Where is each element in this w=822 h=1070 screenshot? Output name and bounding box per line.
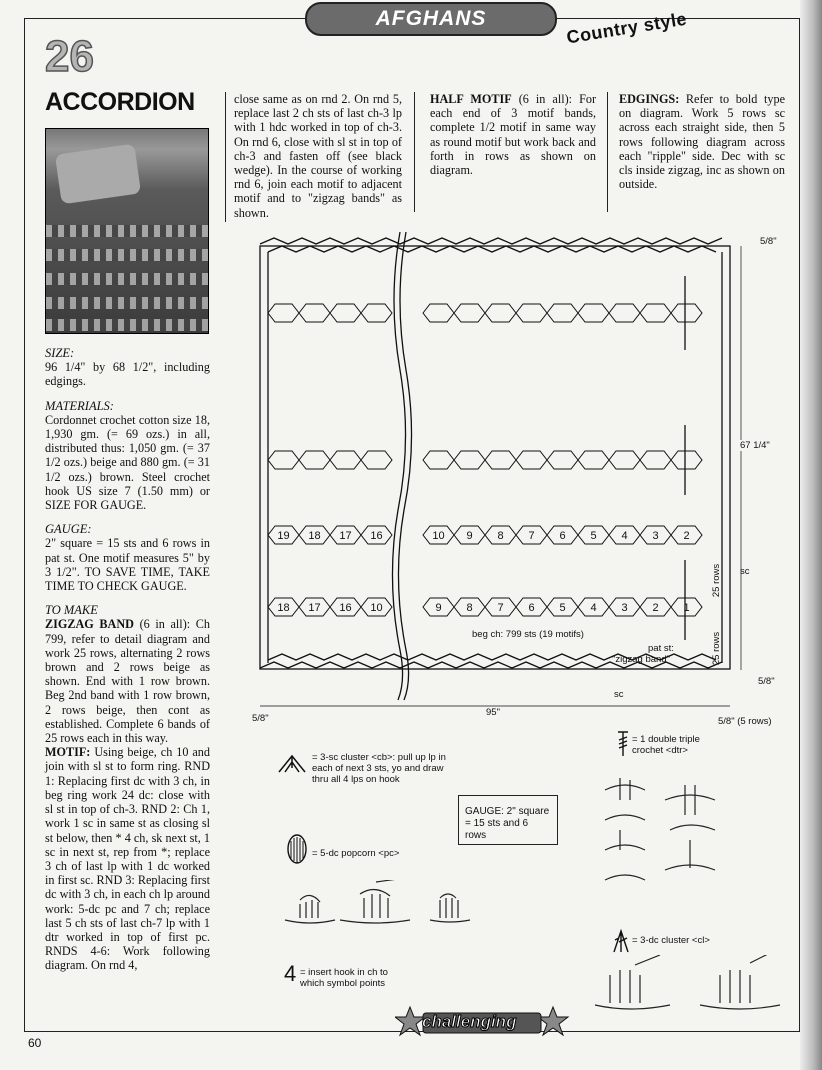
tagline: Country style: [565, 8, 689, 48]
motif-hexagon: [640, 304, 671, 322]
legend-sc3: = 3-sc cluster <cb>: pull up lp in each of next 3 sts, yo and draw thru all 4 lps on hook: [312, 752, 446, 785]
zigzag-top-inner: [268, 246, 716, 252]
motif-hexagon: [485, 451, 516, 469]
motif-number: 17: [308, 602, 321, 614]
motif-number: 7: [528, 530, 535, 542]
popcorn-illustration: [280, 880, 480, 930]
motif-number: 1: [683, 602, 690, 614]
legend-insert: = insert hook in ch to which symbol points: [300, 967, 388, 989]
motif-number: 2: [683, 530, 690, 542]
motif-number: 4: [590, 602, 597, 614]
motif-number: 16: [370, 530, 383, 542]
pat-st-label: pat st:: [648, 643, 674, 654]
motif-label: MOTIF:: [45, 745, 91, 760]
dim-bottom: 5/8": [758, 676, 775, 687]
motif-number: 10: [370, 602, 383, 614]
dc3-illustration: [590, 955, 790, 1015]
motif-hexagon: [454, 304, 485, 322]
motif-number: 8: [466, 602, 473, 614]
half-motif-label: HALF MOTIF: [430, 92, 512, 106]
motif-number: 18: [277, 602, 290, 614]
popcorn-symbol: [286, 833, 308, 867]
motif-hexagon: [609, 451, 640, 469]
dim-width: 95": [486, 707, 500, 718]
dim-left: 5/8": [252, 713, 269, 724]
dim-right: 5/8" (5 rows): [718, 716, 772, 727]
motif-number: 16: [339, 602, 352, 614]
motif-number: 6: [528, 602, 535, 614]
gauge-box: GAUGE: 2" square = 15 sts and 6 rows: [458, 795, 558, 845]
motif-number: 8: [497, 530, 504, 542]
sc-bottom-label: sc: [614, 689, 624, 700]
motif-hexagon: [361, 304, 392, 322]
motif-hexagon: [640, 451, 671, 469]
dim-25rows-b: 25 rows: [711, 631, 723, 666]
motif-hexagon: [516, 451, 547, 469]
motif-number: 9: [435, 602, 442, 614]
insert-symbol: 4: [284, 961, 297, 986]
difficulty-label: challenging: [422, 1012, 517, 1031]
legend-dtr: = 1 double triple crochet <dtr>: [632, 734, 700, 756]
sc3-cluster-symbol: [277, 752, 307, 774]
motif-hexagon: [299, 304, 330, 322]
pattern-title: ACCORDION: [45, 88, 195, 116]
dim-height: 67 1/4": [740, 440, 770, 451]
dc3-cluster-symbol: [612, 928, 630, 954]
dim-top: 5/8": [760, 236, 777, 247]
motif-hexagon: [671, 451, 702, 469]
tomake-heading: TO MAKE: [45, 603, 98, 618]
legend-dc3: = 3-dc cluster <cl>: [632, 935, 710, 946]
zigzag-top: [260, 238, 722, 244]
zigzag-label: ZIGZAG BAND: [45, 617, 134, 632]
gauge-heading: GAUGE:: [45, 522, 92, 537]
motif-hexagon: [454, 451, 485, 469]
column-2: close same as on rnd 2. On rnd 5, replace last 2 ch sts of last ch-3 lp with 1 hdc worked in top of ch-3. On rnd 6, close with sl st in top of ch-3 and fasten off (see black wedge). In the course of working rnd 6, join each motif to adjacent motif and to "zigzag bands" as shown.: [234, 92, 402, 220]
motif-number: 2: [652, 602, 659, 614]
pattern-number: 26: [45, 32, 94, 81]
dtr-symbol: [616, 730, 630, 758]
motif-number: 7: [497, 602, 504, 614]
motif-hexagon: [330, 451, 361, 469]
break-line: [392, 232, 405, 700]
half-motif-text: (6 in all): For each end of 3 motif bands, complete 1/2 motif in same way as round motif but work back and forth in rows as shown on diagram.: [430, 92, 596, 178]
motif-text: Using beige, ch 10 and join with sl st to form ring. RND 1: Replacing first dc with 3 ch, in beg ring work 24 dc: close with sl st in top of ch-3. RND 2: Ch 1, work 1 sc in same st as closing sl st below, then * 4 ch, sk next st, 1 sc in next st, rep from *; replace 3 ch of last lp with 1 dc worked in first sc. RND 3: Replacing first dc with 3 ch, in each ch lp around work: 5-dc pc and 7 ch; replace last 5 ch sts of last ch-7 lp with 1 dtr worked in top of first pc. RNDS 4-6: Work following diagram. On rnd 4,: [45, 745, 210, 973]
motif-number: 17: [339, 530, 352, 542]
motif-number: 3: [621, 602, 628, 614]
motif-number: 6: [559, 530, 566, 542]
edgings-label: EDGINGS:: [619, 92, 680, 106]
materials-text: Cordonnet crochet cotton size 18, 1,930 gm. (= 69 ozs.) in all, distributed thus: 1,050 gm. (= 37 1/2 ozs.) beige and 880 gm. (= 31 1/2 ozs.) brown. Steel crochet hook US size 7 (1.50 mm) or SIZE FOR GAUGE.: [45, 412, 210, 513]
motif-hexagon: [578, 451, 609, 469]
motif-hexagon: [423, 451, 454, 469]
dim-sc: sc: [740, 566, 750, 577]
motif-hexagon: [268, 451, 299, 469]
motif-hexagon: [547, 451, 578, 469]
motif-number: 5: [590, 530, 597, 542]
legend-popcorn: = 5-dc popcorn <pc>: [312, 848, 400, 859]
page-number: 60: [28, 1036, 42, 1050]
size-text: 96 1/4" by 68 1/2", including edgings.: [45, 360, 210, 389]
gauge-text: 2" square = 15 sts and 6 rows in pat st. One motif measures 5" by 3 1/2". TO SAVE TIME, TAKE TIME TO CHECK GAUGE.: [45, 536, 210, 594]
motif-number: 18: [308, 530, 321, 542]
edgings-text: Refer to bold type on diagram. Work 5 rows sc across each straight side, then 5 rows following diagram across each "ripple" side. Dec with sc cls inside zigzag, inc as shown on outside.: [619, 92, 785, 192]
motif-hexagon: [609, 304, 640, 322]
motif-hexagon: [361, 451, 392, 469]
motif-hexagon: [578, 304, 609, 322]
motif-number: 4: [621, 530, 628, 542]
motif-hexagon: [268, 304, 299, 322]
materials-heading: MATERIALS:: [45, 398, 114, 413]
dtr-illustration: [600, 770, 720, 890]
motif-hexagon: [423, 304, 454, 322]
motif-hexagon: [485, 304, 516, 322]
motif-number: 10: [432, 530, 445, 542]
zigzag-band-label: "zigzag band": [612, 654, 670, 665]
dim-25rows-a: 25 rows: [711, 563, 723, 598]
motif-number: 3: [652, 530, 659, 542]
motif-hexagon: [330, 304, 361, 322]
motif-hexagon: [299, 451, 330, 469]
break-line: [398, 232, 411, 700]
size-heading: SIZE:: [45, 346, 75, 360]
motif-number: 19: [277, 530, 290, 542]
beg-ch-label: beg ch: 799 sts (19 motifs): [472, 629, 584, 640]
motif-number: 9: [466, 530, 473, 542]
motif-hexagon: [671, 304, 702, 322]
motif-hexagon: [516, 304, 547, 322]
motif-hexagon: [547, 304, 578, 322]
section-header: AFGHANS: [305, 2, 557, 36]
motif-rows: [268, 304, 702, 616]
motif-number: 5: [559, 602, 566, 614]
zigzag-text: (6 in all): Ch 799, refer to detail diagram and work 25 rows, alternating 2 rows brown and 2 rows beige as shown. End with 1 row brown. Beg 2nd band with 1 row brown, 2 rows beige, then cont as established. Complete 6 bands of 25 rows each in this way.: [45, 617, 211, 746]
